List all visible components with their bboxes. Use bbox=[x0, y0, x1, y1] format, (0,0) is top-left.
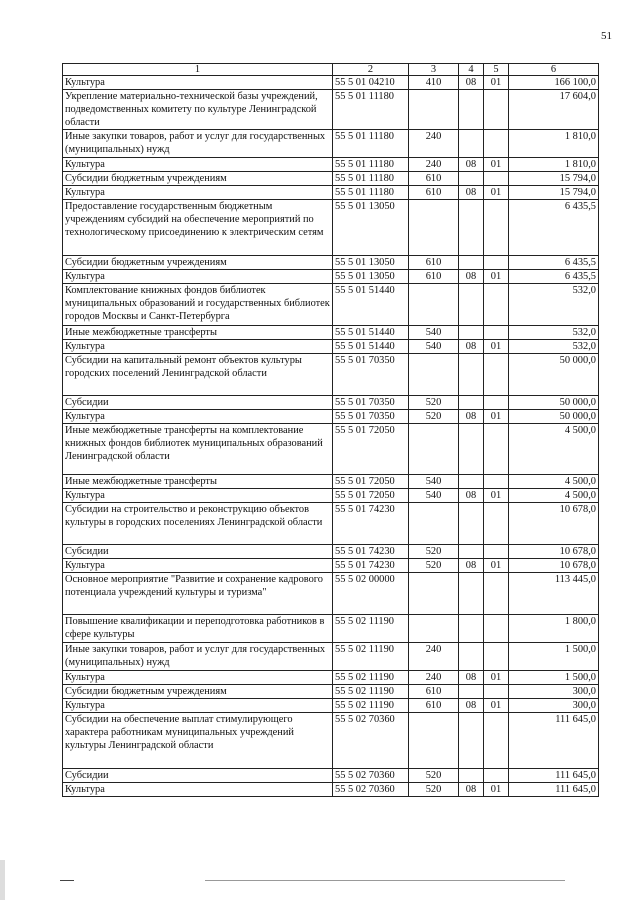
cell-c4 bbox=[459, 130, 484, 158]
cell-c3: 540 bbox=[409, 475, 459, 489]
cell-name: Культура bbox=[63, 186, 333, 200]
cell-name: Повышение квалификации и переподготовка работников в сфере культуры bbox=[63, 615, 333, 643]
cell-c5 bbox=[484, 200, 509, 256]
cell-c4 bbox=[459, 424, 484, 475]
cell-sum: 111 645,0 bbox=[509, 713, 599, 769]
table-row bbox=[63, 130, 599, 158]
cell-code: 55 5 01 04210 bbox=[333, 76, 409, 90]
cell-c3: 520 bbox=[409, 410, 459, 424]
cell-sum: 10 678,0 bbox=[509, 559, 599, 573]
cell-code: 55 5 02 70360 bbox=[333, 713, 409, 769]
page-number: 51 bbox=[601, 30, 612, 42]
cell-c3: 240 bbox=[409, 671, 459, 685]
cell-c5 bbox=[484, 284, 509, 326]
cell-name: Иные межбюджетные трансферты bbox=[63, 475, 333, 489]
cell-code: 55 5 02 11190 bbox=[333, 643, 409, 671]
cell-c3: 610 bbox=[409, 270, 459, 284]
cell-code: 55 5 01 74230 bbox=[333, 545, 409, 559]
cell-c5 bbox=[484, 643, 509, 671]
cell-c4 bbox=[459, 475, 484, 489]
cell-c5: 01 bbox=[484, 410, 509, 424]
cell-c5: 01 bbox=[484, 489, 509, 503]
cell-sum: 1 810,0 bbox=[509, 130, 599, 158]
cell-sum: 4 500,0 bbox=[509, 489, 599, 503]
cell-c4: 08 bbox=[459, 158, 484, 172]
cell-code: 55 5 01 11180 bbox=[333, 158, 409, 172]
cell-c5: 01 bbox=[484, 158, 509, 172]
cell-name: Культура bbox=[63, 699, 333, 713]
table-row bbox=[63, 256, 599, 270]
cell-sum: 4 500,0 bbox=[509, 424, 599, 475]
cell-c5 bbox=[484, 90, 509, 130]
cell-name: Культура bbox=[63, 270, 333, 284]
cell-c4: 08 bbox=[459, 186, 484, 200]
scan-line bbox=[205, 880, 565, 881]
cell-c4 bbox=[459, 545, 484, 559]
cell-name: Предоставление государственным бюджетным учреждениям субсидий на обеспечение мероприятий по технологическому присоединению к электрическим сетям bbox=[63, 200, 333, 256]
cell-name: Иные закупки товаров, работ и услуг для государственных (муниципальных) нужд bbox=[63, 643, 333, 671]
table-row bbox=[63, 200, 599, 256]
table-row bbox=[63, 90, 599, 130]
cell-c5 bbox=[484, 475, 509, 489]
cell-name: Субсидии на капитальный ремонт объектов культуры городских поселений Ленинградской области bbox=[63, 354, 333, 396]
cell-code: 55 5 01 51440 bbox=[333, 284, 409, 326]
cell-c5: 01 bbox=[484, 783, 509, 797]
cell-c5: 01 bbox=[484, 270, 509, 284]
cell-code: 55 5 02 11190 bbox=[333, 615, 409, 643]
table-row bbox=[63, 396, 599, 410]
cell-code: 55 5 01 11180 bbox=[333, 130, 409, 158]
cell-c3 bbox=[409, 503, 459, 545]
table-row bbox=[63, 172, 599, 186]
table-row bbox=[63, 284, 599, 326]
table-row bbox=[63, 186, 599, 200]
cell-c4: 08 bbox=[459, 76, 484, 90]
cell-sum: 17 604,0 bbox=[509, 90, 599, 130]
cell-sum: 50 000,0 bbox=[509, 396, 599, 410]
cell-code: 55 5 01 74230 bbox=[333, 503, 409, 545]
table-row bbox=[63, 475, 599, 489]
cell-c4 bbox=[459, 643, 484, 671]
cell-sum: 10 678,0 bbox=[509, 503, 599, 545]
cell-name: Культура bbox=[63, 489, 333, 503]
table-row bbox=[63, 158, 599, 172]
table-row bbox=[63, 76, 599, 90]
cell-c5: 01 bbox=[484, 76, 509, 90]
table-row bbox=[63, 503, 599, 545]
table-row bbox=[63, 573, 599, 615]
cell-c3 bbox=[409, 90, 459, 130]
cell-c5 bbox=[484, 713, 509, 769]
cell-c4 bbox=[459, 615, 484, 643]
table-row bbox=[63, 326, 599, 340]
cell-c3: 520 bbox=[409, 769, 459, 783]
cell-c3: 410 bbox=[409, 76, 459, 90]
cell-name: Укрепление материально-технической базы учреждений, подведомственных комитету по культуре Ленинградской области bbox=[63, 90, 333, 130]
cell-c4: 08 bbox=[459, 340, 484, 354]
cell-c4 bbox=[459, 172, 484, 186]
cell-c3: 520 bbox=[409, 396, 459, 410]
cell-sum: 532,0 bbox=[509, 340, 599, 354]
cell-c4 bbox=[459, 284, 484, 326]
cell-c4: 08 bbox=[459, 489, 484, 503]
cell-sum: 1 800,0 bbox=[509, 615, 599, 643]
cell-c5: 01 bbox=[484, 671, 509, 685]
cell-sum: 532,0 bbox=[509, 326, 599, 340]
cell-c3: 540 bbox=[409, 489, 459, 503]
cell-c4 bbox=[459, 326, 484, 340]
budget-table bbox=[62, 63, 599, 797]
cell-c3 bbox=[409, 200, 459, 256]
cell-sum: 1 500,0 bbox=[509, 643, 599, 671]
cell-sum: 15 794,0 bbox=[509, 172, 599, 186]
cell-code: 55 5 01 11180 bbox=[333, 90, 409, 130]
cell-sum: 6 435,5 bbox=[509, 200, 599, 256]
cell-name: Культура bbox=[63, 76, 333, 90]
cell-sum: 532,0 bbox=[509, 284, 599, 326]
table-row bbox=[63, 559, 599, 573]
table-row bbox=[63, 713, 599, 769]
cell-name: Субсидии на строительство и реконструкцию объектов культуры в городских поселениях Ленинградской области bbox=[63, 503, 333, 545]
cell-code: 55 5 02 11190 bbox=[333, 699, 409, 713]
cell-name: Культура bbox=[63, 410, 333, 424]
table-row bbox=[63, 671, 599, 685]
cell-c3 bbox=[409, 713, 459, 769]
cell-code: 55 5 02 11190 bbox=[333, 685, 409, 699]
cell-name: Субсидии bbox=[63, 545, 333, 559]
cell-code: 55 5 01 72050 bbox=[333, 475, 409, 489]
table-row bbox=[63, 699, 599, 713]
cell-name: Комплектование книжных фондов библиотек муниципальных образований и государственных библиотек городов Москвы и Санкт-Петербурга bbox=[63, 284, 333, 326]
column-header: 1 bbox=[63, 64, 333, 76]
cell-sum: 166 100,0 bbox=[509, 76, 599, 90]
cell-name: Основное мероприятие "Развитие и сохранение кадрового потенциала учреждений культуры и туризма" bbox=[63, 573, 333, 615]
cell-c4 bbox=[459, 256, 484, 270]
cell-sum: 50 000,0 bbox=[509, 410, 599, 424]
cell-c5 bbox=[484, 396, 509, 410]
cell-c4: 08 bbox=[459, 410, 484, 424]
cell-c5: 01 bbox=[484, 186, 509, 200]
cell-c5 bbox=[484, 769, 509, 783]
cell-c4 bbox=[459, 503, 484, 545]
cell-c3 bbox=[409, 284, 459, 326]
cell-code: 55 5 02 11190 bbox=[333, 671, 409, 685]
cell-sum: 1 810,0 bbox=[509, 158, 599, 172]
table-row bbox=[63, 410, 599, 424]
cell-c5 bbox=[484, 326, 509, 340]
cell-c3: 540 bbox=[409, 326, 459, 340]
cell-sum: 4 500,0 bbox=[509, 475, 599, 489]
cell-sum: 111 645,0 bbox=[509, 769, 599, 783]
cell-code: 55 5 01 13050 bbox=[333, 270, 409, 284]
cell-code: 55 5 02 70360 bbox=[333, 769, 409, 783]
cell-sum: 113 445,0 bbox=[509, 573, 599, 615]
header-row bbox=[63, 64, 599, 76]
cell-name: Субсидии бюджетным учреждениям bbox=[63, 256, 333, 270]
cell-c3: 540 bbox=[409, 340, 459, 354]
column-header: 4 bbox=[459, 64, 484, 76]
cell-sum: 300,0 bbox=[509, 699, 599, 713]
cell-code: 55 5 01 70350 bbox=[333, 354, 409, 396]
cell-code: 55 5 01 74230 bbox=[333, 559, 409, 573]
cell-code: 55 5 01 72050 bbox=[333, 424, 409, 475]
cell-name: Субсидии bbox=[63, 396, 333, 410]
table-row bbox=[63, 685, 599, 699]
column-header: 5 bbox=[484, 64, 509, 76]
cell-c5 bbox=[484, 615, 509, 643]
cell-c5 bbox=[484, 503, 509, 545]
cell-c4: 08 bbox=[459, 559, 484, 573]
cell-sum: 1 500,0 bbox=[509, 671, 599, 685]
cell-c5 bbox=[484, 354, 509, 396]
cell-c4 bbox=[459, 396, 484, 410]
cell-c3: 610 bbox=[409, 256, 459, 270]
cell-c4 bbox=[459, 769, 484, 783]
cell-sum: 111 645,0 bbox=[509, 783, 599, 797]
table-row bbox=[63, 783, 599, 797]
cell-c4: 08 bbox=[459, 699, 484, 713]
cell-name: Культура bbox=[63, 783, 333, 797]
cell-c5: 01 bbox=[484, 559, 509, 573]
cell-c4 bbox=[459, 713, 484, 769]
cell-c3: 610 bbox=[409, 186, 459, 200]
cell-c5: 01 bbox=[484, 699, 509, 713]
cell-code: 55 5 01 13050 bbox=[333, 256, 409, 270]
cell-name: Культура bbox=[63, 559, 333, 573]
cell-c3: 520 bbox=[409, 783, 459, 797]
cell-code: 55 5 01 11180 bbox=[333, 186, 409, 200]
cell-name: Субсидии на обеспечение выплат стимулирующего характера работникам муниципальных учреждений культуры Ленинградской области bbox=[63, 713, 333, 769]
cell-c5: 01 bbox=[484, 340, 509, 354]
cell-name: Иные закупки товаров, работ и услуг для государственных (муниципальных) нужд bbox=[63, 130, 333, 158]
cell-c4 bbox=[459, 685, 484, 699]
table-row bbox=[63, 424, 599, 475]
cell-name: Культура bbox=[63, 158, 333, 172]
cell-name: Субсидии bbox=[63, 769, 333, 783]
table-row bbox=[63, 489, 599, 503]
cell-c3: 610 bbox=[409, 172, 459, 186]
cell-c4 bbox=[459, 573, 484, 615]
cell-name: Субсидии бюджетным учреждениям bbox=[63, 172, 333, 186]
cell-name: Культура bbox=[63, 671, 333, 685]
cell-code: 55 5 01 70350 bbox=[333, 410, 409, 424]
cell-c3: 240 bbox=[409, 130, 459, 158]
column-header: 6 bbox=[509, 64, 599, 76]
cell-code: 55 5 01 51440 bbox=[333, 340, 409, 354]
table-row bbox=[63, 769, 599, 783]
table-row bbox=[63, 270, 599, 284]
table-row bbox=[63, 643, 599, 671]
cell-c3 bbox=[409, 424, 459, 475]
cell-c3: 240 bbox=[409, 158, 459, 172]
table-row bbox=[63, 340, 599, 354]
cell-c4: 08 bbox=[459, 671, 484, 685]
cell-sum: 6 435,5 bbox=[509, 256, 599, 270]
cell-c5 bbox=[484, 545, 509, 559]
cell-c3 bbox=[409, 615, 459, 643]
column-header: 3 bbox=[409, 64, 459, 76]
cell-c3: 240 bbox=[409, 643, 459, 671]
cell-c5 bbox=[484, 685, 509, 699]
cell-c3: 520 bbox=[409, 545, 459, 559]
cell-code: 55 5 01 70350 bbox=[333, 396, 409, 410]
cell-c3: 520 bbox=[409, 559, 459, 573]
cell-c4 bbox=[459, 90, 484, 130]
cell-c5 bbox=[484, 256, 509, 270]
cell-c5 bbox=[484, 172, 509, 186]
cell-name: Культура bbox=[63, 340, 333, 354]
cell-name: Субсидии бюджетным учреждениям bbox=[63, 685, 333, 699]
table-row bbox=[63, 615, 599, 643]
cell-sum: 6 435,5 bbox=[509, 270, 599, 284]
cell-c3: 610 bbox=[409, 699, 459, 713]
column-header: 2 bbox=[333, 64, 409, 76]
cell-code: 55 5 01 72050 bbox=[333, 489, 409, 503]
cell-code: 55 5 02 00000 bbox=[333, 573, 409, 615]
cell-sum: 300,0 bbox=[509, 685, 599, 699]
cell-sum: 50 000,0 bbox=[509, 354, 599, 396]
cell-c4 bbox=[459, 200, 484, 256]
cell-code: 55 5 01 13050 bbox=[333, 200, 409, 256]
table-row bbox=[63, 545, 599, 559]
cell-code: 55 5 01 51440 bbox=[333, 326, 409, 340]
scan-line bbox=[60, 880, 74, 881]
cell-c3 bbox=[409, 354, 459, 396]
scan-edge bbox=[0, 860, 5, 900]
cell-sum: 10 678,0 bbox=[509, 545, 599, 559]
cell-c5 bbox=[484, 573, 509, 615]
cell-c4: 08 bbox=[459, 270, 484, 284]
cell-name: Иные межбюджетные трансферты bbox=[63, 326, 333, 340]
cell-code: 55 5 02 70360 bbox=[333, 783, 409, 797]
cell-c5 bbox=[484, 424, 509, 475]
cell-c3: 610 bbox=[409, 685, 459, 699]
cell-sum: 15 794,0 bbox=[509, 186, 599, 200]
cell-name: Иные межбюджетные трансферты на комплектование книжных фондов библиотек муниципальных образований Ленинградской области bbox=[63, 424, 333, 475]
cell-c3 bbox=[409, 573, 459, 615]
cell-c5 bbox=[484, 130, 509, 158]
cell-c4 bbox=[459, 354, 484, 396]
cell-c4: 08 bbox=[459, 783, 484, 797]
cell-code: 55 5 01 11180 bbox=[333, 172, 409, 186]
table-row bbox=[63, 354, 599, 396]
